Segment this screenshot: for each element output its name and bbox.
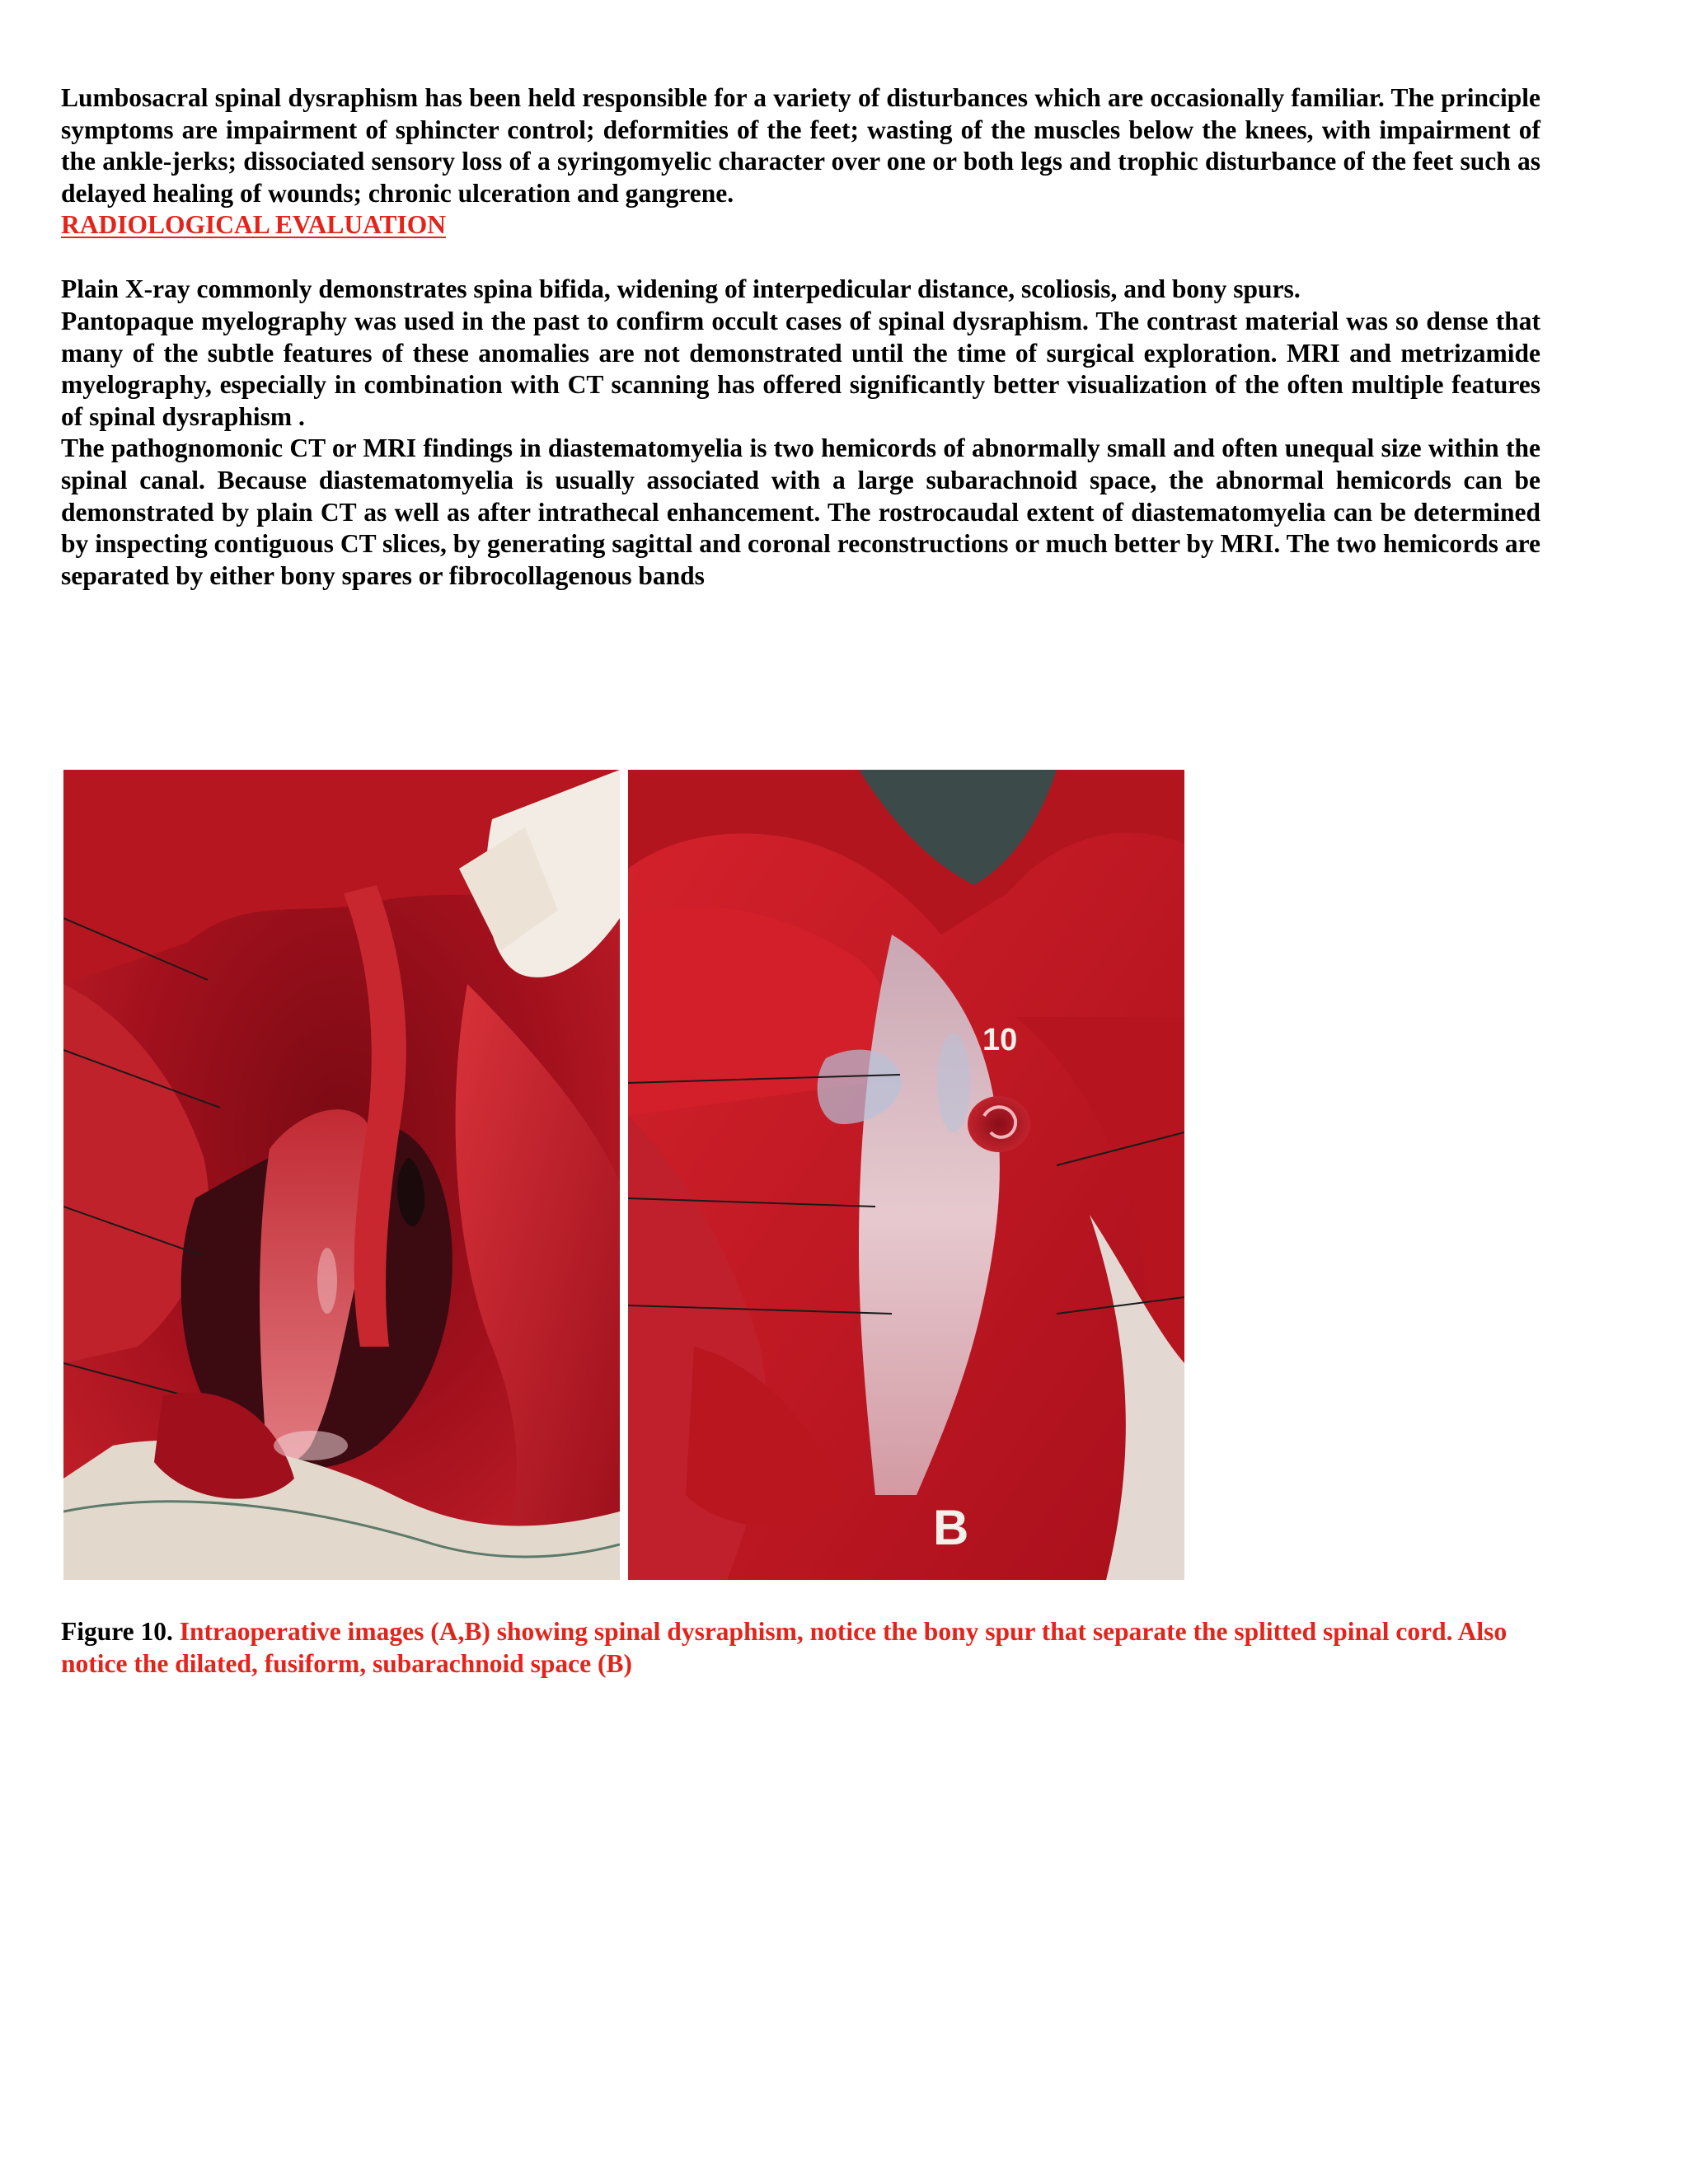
figure-10-images: [63, 770, 1184, 1580]
document-body: [61, 82, 1540, 592]
paragraph-myelography: Pantopaque myelography was used in the past to confirm occult cases of spinal dysraphism. The contrast material was so dense that many of the subtle features of these anomalies are not demonstrated until the time of surgical exploration. MRI and metrizamide myelography, especially in combination with CT scanning has offered significantly better visualization of the often multiple features of spinal dysraphism .: [61, 306, 1540, 431]
paragraph-symptoms: Lumbosacral spinal dysraphism has been held responsible for a variety of disturbances which are occasionally familiar. The principle symptoms are impairment of sphincter control; deformities of the feet; wasting of the muscles below the knees, with impairment of the ankle-jerks; dissociated sensory loss of a syringomyelic character over one or both legs and trophic disturbance of the feet such as delayed healing of wounds; chronic ulceration and gangrene.: [61, 83, 1540, 208]
paragraph-ct-mri-findings: The pathognomonic CT or MRI findings in diastematomyelia is two hemicords of abnormally small and often unequal size within the spinal canal. Because diastematomyelia is usually associated with a large subarachnoid space, the abnormal hemicords can be demonstrated by plain CT as well as after intrathecal enhancement. The rostrocaudal extent of diastematomyelia can be determined by inspecting contiguous CT slices, by generating sagittal and coronal reconstructions or much better by MRI. The two hemicords are separated by either bony spares or fibrocollagenous bands: [61, 434, 1540, 590]
figure-10-caption: [61, 1615, 1540, 1680]
section-heading-radiological-evaluation: RADIOLOGICAL EVALUATION: [61, 210, 447, 240]
photo-b-mark-number: 10: [982, 1023, 1018, 1057]
photo-b-label: B: [933, 1500, 969, 1555]
paragraph-plain-xray: Plain X-ray commonly demonstrates spina bifida, widening of interpedicular distance, scoliosis, and bony spurs.: [61, 274, 1301, 304]
intraoperative-photo-b: [628, 770, 1184, 1580]
intraoperative-photo-a: [63, 770, 620, 1580]
figure-label: Figure 10.: [61, 1617, 173, 1646]
figure-caption-text: Intraoperative images (A,B) showing spinal dysraphism, notice the bony spur that separate the splitted spinal cord. Also notice the dilated, fusiform, subarachnoid space (B): [61, 1617, 1507, 1678]
